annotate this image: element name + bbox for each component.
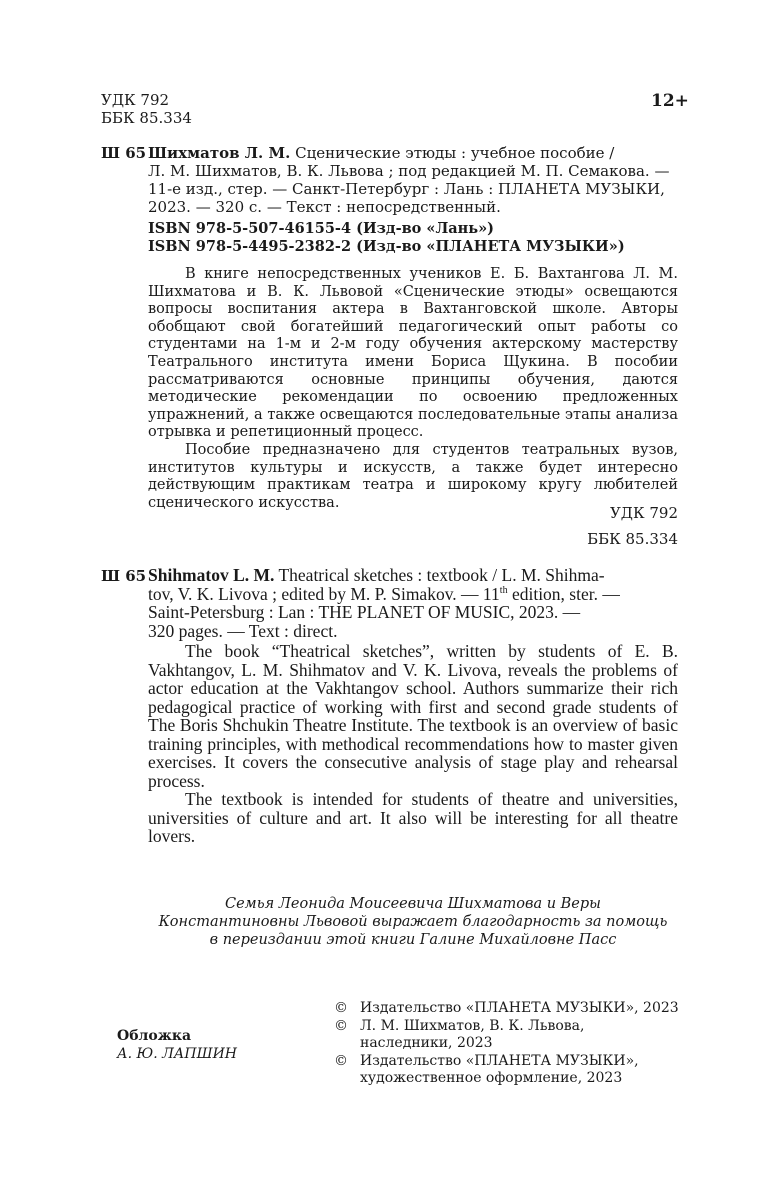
en-bibliographic-record — [148, 566, 678, 640]
copyright-line: наследники, 2023 — [360, 1035, 493, 1051]
ru-record-line: 2023. — 320 с. — Текст : непосредственный. — [148, 198, 501, 216]
en-abstract — [148, 642, 678, 846]
copyright-line: Издательство «ПЛАНЕТА МУЗЫКИ», — [360, 1052, 639, 1069]
en-title: Theatrical sketches : textbook / L. M. Shihma- — [274, 565, 605, 585]
footer-bbk: ББК 85.334 — [587, 530, 678, 548]
cover-label: Обложка — [117, 1028, 192, 1044]
edition-ordinal: th — [499, 584, 508, 596]
en-abstract-paragraph: The textbook is intended for students of theatre and universities, universities of culture and art. It also will be interesting for all theatre lovers. — [148, 789, 678, 846]
acknowledgement — [148, 895, 678, 949]
copyright-entry — [334, 1053, 694, 1088]
header-classification — [101, 91, 192, 127]
isbn-block — [148, 220, 678, 255]
en-record-line: 320 pages. — Text : direct. — [148, 620, 338, 641]
isbn-lan: ISBN 978-5-507-46155-4 (Изд-во «Лань») — [148, 220, 495, 237]
copyright-block — [334, 1000, 694, 1088]
ru-abstract-paragraph: В книге непосредственных учеников Е. Б. Вахтангова Л. М. Шихматова и В. К. Львовой «Сценические этюды» освещаются вопросы воспитания актера в Вахтанговской школе. Авторы обобщают свой богатейший педагогический опыт работы со студентами на 1-м и 2-м году обучения актерскому мастерству Театрального института имени Бориса Щукина. В пособии рассматриваются основные принципы обучения, даются методические рекомендации по освоению предложенных упражнений, а также освещаются последовательные этапы анализа отрывка и репетиционный процесс. — [148, 266, 678, 441]
copyright-icon: © — [334, 1017, 348, 1034]
cover-artist: А. Ю. ЛАПШИН — [117, 1046, 237, 1062]
ru-record-line: Л. М. Шихматов, В. К. Львова ; под редакцией М. П. Семакова. — — [148, 162, 670, 180]
en-author-mark: Ш 65 — [101, 567, 147, 585]
isbn-planeta: ISBN 978-5-4495-2382-2 (Изд-во «ПЛАНЕТА МУЗЫКИ») — [148, 237, 625, 255]
ru-title: Сценические этюды : учебное пособие / — [290, 144, 615, 162]
copyright-entry — [334, 1000, 694, 1018]
ru-author: Шихматов Л. М. — [148, 144, 291, 162]
ru-bibliographic-record — [148, 144, 678, 216]
ru-abstract-paragraph: Пособие предназначено для студентов театральных вузов, институтов культуры и искусств, а также будет интересно действующим практикам театра и широкому кругу любителей сценического искусства. — [148, 441, 678, 511]
en-record-line: edition, ster. — — [507, 583, 620, 604]
copyright-icon: © — [334, 1000, 348, 1016]
en-record-line: tov, V. K. Livova ; edited by M. P. Simakov. — 11 — [148, 583, 500, 604]
acknowledgement-line: Семья Леонида Моисеевича Шихматова и Веры — [225, 896, 601, 912]
en-author: Shihmatov L. M. — [148, 565, 275, 585]
ru-abstract — [148, 266, 678, 512]
header-udk: УДК 792 — [101, 91, 170, 109]
ru-record-line: 11-е изд., стер. — Санкт-Петербург : Лань : ПЛАНЕТА МУЗЫКИ, — [148, 180, 665, 198]
en-record-line: Saint-Petersburg : Lan : THE PLANET OF MUSIC, 2023. — — [148, 602, 581, 622]
copyright-line: художественное оформление, 2023 — [360, 1070, 623, 1086]
en-abstract-paragraph: The book “Theatrical sketches”, written by students of E. B. Vakhtangov, L. M. Shihmatov and V. K. Livova, reveals the problems of actor education at the Vakhtangov school. Authors summarize their rich pedagogical practice of working with first and second grade students of The Boris Shchukin Theatre Institute. The textbook is an overview of basic training principles, with methodical recommendations how to master given exercises. It covers the consecutive analysis of stage play and rehearsal process. — [148, 641, 678, 791]
copyright-line: Л. М. Шихматов, В. К. Львова, — [360, 1017, 585, 1034]
copyright-icon: © — [334, 1052, 348, 1069]
copyright-entry — [334, 1018, 694, 1053]
acknowledgement-line: Константиновны Львовой выражает благодарность за помощь — [158, 914, 668, 930]
footer-udk: УДК 792 — [609, 504, 678, 522]
ru-author-mark: Ш 65 — [101, 144, 147, 162]
cover-credit — [117, 1027, 237, 1063]
ru-classification-footer — [480, 500, 678, 552]
header-bbk: ББК 85.334 — [101, 109, 192, 127]
copyright-line: Издательство «ПЛАНЕТА МУЗЫКИ», 2023 — [360, 1000, 679, 1016]
age-rating: 12+ — [651, 91, 689, 111]
acknowledgement-line: в переиздании этой книги Галине Михайловне Пасс — [209, 932, 617, 948]
